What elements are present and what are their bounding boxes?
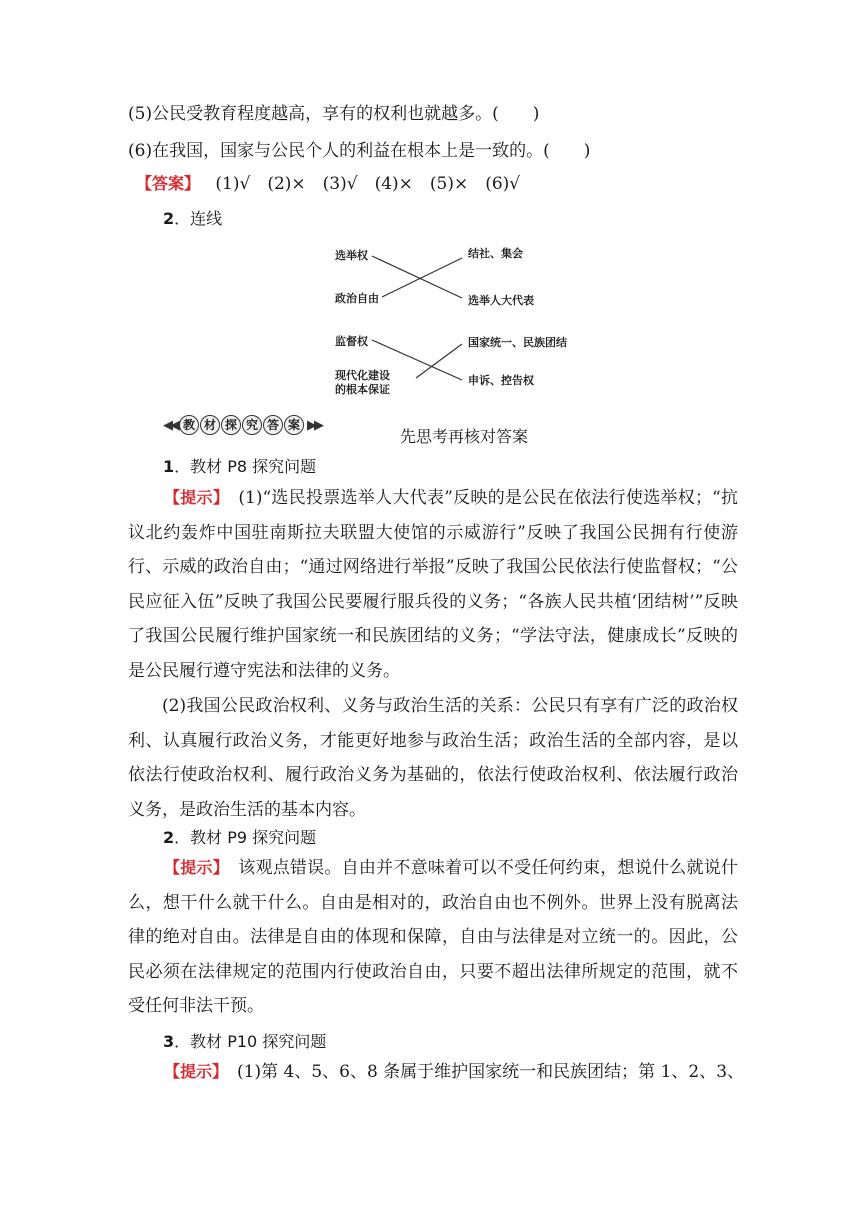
badge-char: 究 [242,415,262,435]
item-3-heading [163,1031,771,1053]
item-3-title: ．教材 P10 探究问题 [174,1032,327,1051]
item-1-paragraph-2: (2)我国公民政治权利、义务与政治生活的关系：公民只有享有广泛的政治权利、认真履行政治义务，才能更好地参与政治生活；政治生活的全部内容，是以依法行使政治权利、履行政治义务为基础的，依法行使政治权利、依法履行政治义务，是政治生活的基本内容。 [128,696,738,820]
item-2-paragraph-1 [128,851,738,1024]
question-6: (6)在我国，国家与公民个人的利益在根本上是一致的。( ) [128,141,591,161]
banner-badges [179,415,305,435]
link-line-4 [416,344,462,378]
item-2-title: ．教材 P9 探究问题 [174,828,317,847]
section-2-title: ．连线 [174,209,223,228]
banner-title: 先思考再核对答案 [400,427,529,446]
right-item-2: 选举人大代表 [468,294,534,307]
item-3-text-1: (1)第 4、5、6、8 条属于维护国家统一和民族团结；第 1、2、3、 [220,1062,745,1082]
item-1-paragraph-1 [128,481,738,689]
badge-char: 材 [200,415,220,435]
item-3-number: 3 [163,1032,175,1051]
left-item-1: 选举权 [335,249,368,262]
left-item-2: 政治自由 [335,292,379,305]
item-1-text-1: (1)“选民投票选举人大代表”反映的是公民在依法行使选举权；“抗议北约轰炸中国驻南斯拉夫联盟大使馆的示威游行”反映了我国公民拥有行使游行、示威的政治自由；“通过网络进行举报”反映了我国公民依法行使监督权；“公民应征入伍”反映了我国公民要履行服兵役的义务；“各族人民共植‘团结树’”反映了我国公民履行维护国家统一和民族团结的义务；“学法守法，健康成长”反映的是公民履行遵守宪法和法律的义务。 [128,488,738,681]
item-1-heading [163,456,771,478]
section-2-number: 2 [163,209,175,228]
question-5: (5)公民受教育程度越高，享有的权利也就越多。( ) [128,104,540,124]
badge-char: 案 [284,415,304,435]
item-2-number: 2 [163,828,175,847]
left-item-3: 监督权 [335,335,368,348]
section-2-heading [163,208,771,230]
answer-line [136,173,744,195]
badge-char: 教 [179,415,199,435]
double-arrow-right-icon: ▶▶ [307,417,321,433]
hint-tag: 【提示】 [164,1062,221,1081]
hint-tag: 【提示】 [164,488,222,507]
item-1-title: ．教材 P8 探究问题 [174,457,317,476]
hint-tag: 【提示】 [164,858,221,877]
right-item-1: 结社、集会 [468,247,523,260]
right-item-3: 国家统一、民族团结 [468,336,567,349]
left-item-4a: 现代化建设 [335,369,390,382]
textbook-answer-banner [163,414,321,436]
item-2-heading [163,827,771,849]
item-3-paragraph-1 [128,1055,745,1090]
badge-char: 探 [221,415,241,435]
item-2-text-1: 该观点错误。自由并不意味着可以不受任何约束，想说什么就说什么，想干什么就干什么。自由是相对的，政治自由也不例外。世界上没有脱离法律的绝对自由。法律是自由的体现和保障，自由与法律是对立统一的。因此，公民必须在法律规定的范围内行使政治自由，只要不超出法律所规定的范围，就不受任何非法干预。 [128,858,738,1017]
double-arrow-left-icon: ◀◀ [163,417,177,433]
matching-diagram [330,240,580,402]
item-1-number: 1 [163,457,175,476]
right-item-4: 申诉、控告权 [468,374,534,387]
answer-text: (1)√ (2)× (3)√ (4)× (5)× (6)√ [215,174,521,194]
answer-tag: 【答案】 [136,174,201,193]
link-line-1 [372,256,462,298]
link-line-2 [382,258,462,297]
badge-char: 答 [263,415,283,435]
left-item-4b: 的根本保证 [335,383,390,396]
